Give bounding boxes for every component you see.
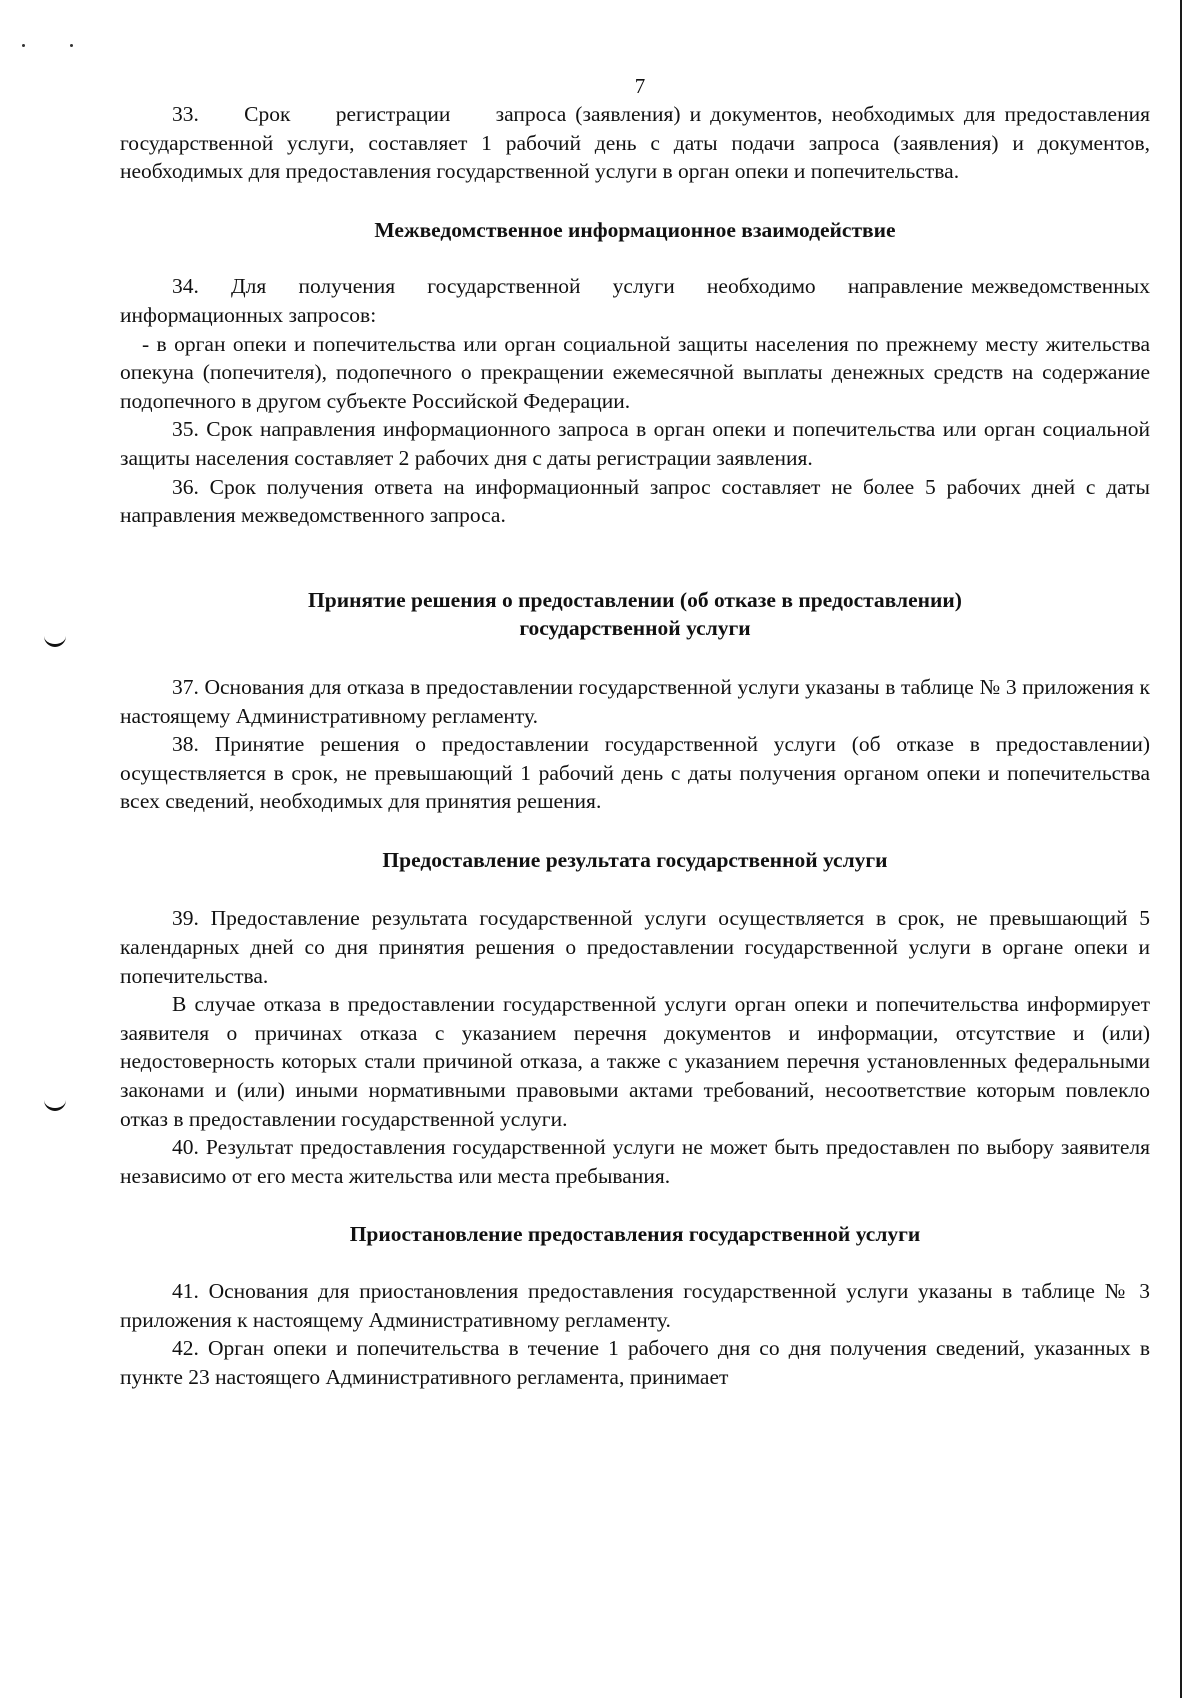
paragraph-41: 41. Основания для приостановления предоставления государственной услуги указаны в таблице № 3 приложения к настоящему Административному регламенту. [120, 1279, 1150, 1332]
paragraph-37: 37. Основания для отказа в предоставлении государственной услуги указаны в таблице № 3 приложения к настоящему Административному регламенту. [120, 674, 1150, 728]
section-heading-interagency: Межведомственное информационное взаимодействие [374, 217, 896, 242]
paragraph-39: 39. Предоставление результата государственной услуги осуществляется в срок, не превышающий 5 календарных дней со дня принятия решения о предоставлении государственной услуги в органе опеки и попечительства. [120, 906, 1150, 988]
scan-mark [70, 44, 73, 47]
punch-mark-icon [44, 1100, 66, 1111]
paragraph-36: 36. Срок получения ответа на информационный запрос составляет не более 5 рабочих дней с даты направления межведомственного запроса. [120, 474, 1150, 528]
punch-mark-icon [44, 636, 66, 647]
paragraph-33: 33. Срок регистрации запроса (заявления) и документов, необходимых для предоставления государственной услуги, составляет 1 рабочий день с даты подачи запроса (заявления) и документов, необходимых для предоставления государственной услуги в орган опеки и попечительства. [120, 102, 1150, 184]
page-right-border [1180, 0, 1182, 1698]
paragraph-42: 42. Орган опеки и попечительства в течение 1 рабочего дня со дня получения сведений, указанных в пункте 23 настоящего Административного регламента, принимает [120, 1336, 1150, 1389]
document-body [120, 100, 1150, 1391]
paragraph-34-item: - в орган опеки и попечительства или орган социальной защиты населения по прежнему месту жительства опекуна (попечителя), подопечного о прекращении ежемесячной выплаты денежных средств на содержание подопечного в другом субъекте Российской Федерации. [120, 331, 1150, 413]
page-number: 7 [634, 74, 646, 98]
paragraph-38: 38. Принятие решения о предоставлении государственной услуги (об отказе в предоставлении) осуществляется в срок, не превышающий 1 рабочий день с даты получения органом опеки и попечительства всех сведений, необходимых для принятия решения. [120, 732, 1150, 814]
section-heading-result: Предоставление результата государственной услуги [382, 847, 888, 872]
section-heading-decision-line1: Принятие решения о предоставлении (об отказе в предоставлении) [308, 587, 962, 612]
section-heading-suspension: Приостановление предоставления государственной услуги [349, 1222, 921, 1247]
section-heading-decision [120, 586, 1150, 643]
paragraph-39-refusal: В случае отказа в предоставлении государственной услуги орган опеки и попечительства информирует заявителя о причинах отказа с указанием перечня документов и информации, отсутствие и (или) недостоверность которых стали причиной отказа, а также с указанием перечня установленных федеральными законами и (или) иными нормативными правовыми актами требований, несоответствие которым повлекло отказ в предоставлении государственной услуги. [120, 992, 1150, 1131]
paragraph-35: 35. Срок направления информационного запроса в орган опеки и попечительства или орган социальной защиты населения составляет 2 рабочих дня с даты регистрации заявления. [120, 417, 1150, 470]
scan-mark [22, 44, 25, 47]
paragraph-40: 40. Результат предоставления государственной услуги не может быть предоставлен по выбору заявителя независимо от его места жительства или места пребывания. [120, 1135, 1150, 1188]
section-heading-decision-line2: государственной услуги [519, 616, 751, 641]
paragraph-34: 34. Для получения государственной услуги необходимо направление межведомственных информационных запросов: [120, 274, 1150, 327]
